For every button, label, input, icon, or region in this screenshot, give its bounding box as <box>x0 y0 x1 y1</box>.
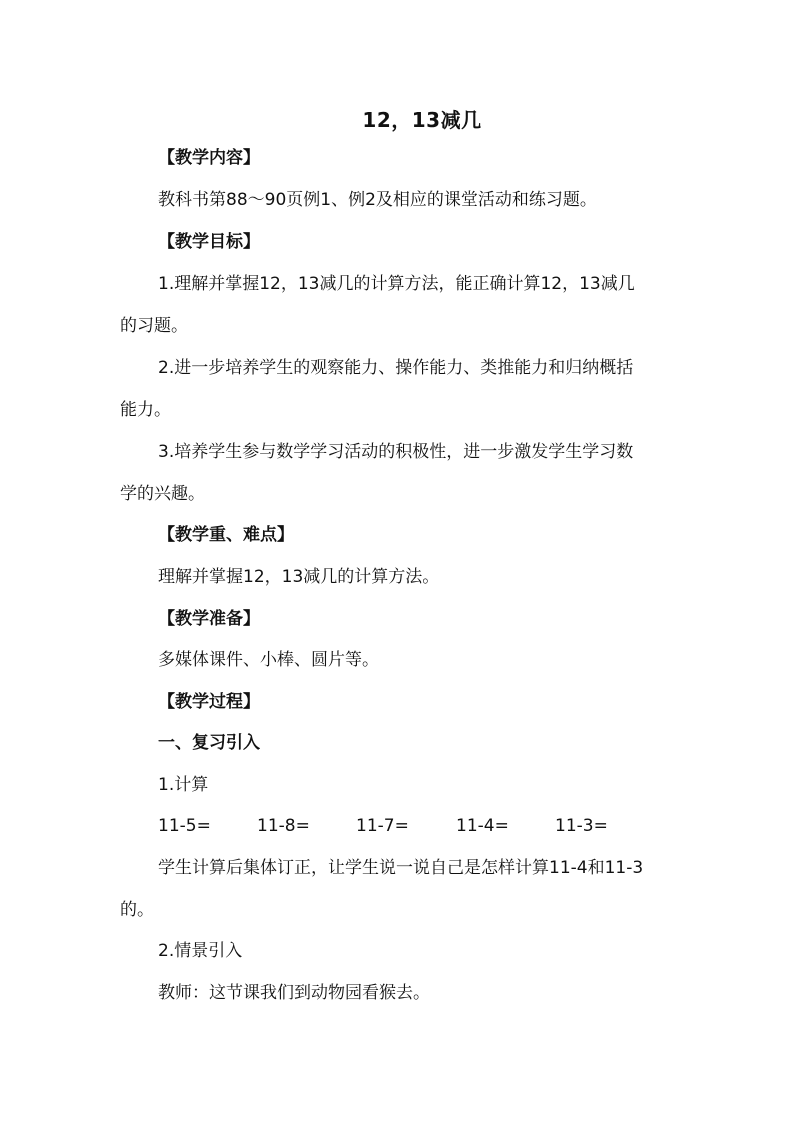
goal-3-line-1: 3.培养学生参与数学学习活动的积极性，进一步激发学生学习数 <box>158 442 634 462</box>
part-1-heading: 一、复习引入 <box>158 733 260 753</box>
section-heading-content: 【教学内容】 <box>158 148 260 168</box>
calc-item: 11-7= <box>356 816 409 836</box>
teacher-text: 教师：这节课我们到动物园看猴去。 <box>158 983 430 1003</box>
goal-1-line-1: 1.理解并掌握12，13减几的计算方法，能正确计算12，13减几 <box>158 274 635 294</box>
section-heading-process: 【教学过程】 <box>158 692 260 712</box>
goal-3-line-2: 学的兴趣。 <box>120 484 205 504</box>
goal-1-line-2: 的习题。 <box>120 316 188 336</box>
calc-item: 11-8= <box>257 816 310 836</box>
goal-2-line-2: 能力。 <box>120 400 171 420</box>
calc-note-line-2: 的。 <box>120 900 154 920</box>
calc-note-line-1: 学生计算后集体订正，让学生说一说自己是怎样计算11-4和11-3 <box>158 858 644 878</box>
page-title: 12，13减几 <box>362 108 482 132</box>
key-points-text: 理解并掌握12，13减几的计算方法。 <box>158 567 440 587</box>
section-heading-preparation: 【教学准备】 <box>158 609 260 629</box>
section-heading-goals: 【教学目标】 <box>158 232 260 252</box>
calc-item: 11-3= <box>555 816 608 836</box>
calc-item: 11-5= <box>158 816 211 836</box>
calc-label: 1.计算 <box>158 775 209 795</box>
goal-2-line-1: 2.进一步培养学生的观察能力、操作能力、类推能力和归纳概括 <box>158 358 634 378</box>
calc-item: 11-4= <box>456 816 509 836</box>
scene-label: 2.情景引入 <box>158 941 243 961</box>
preparation-text: 多媒体课件、小棒、圆片等。 <box>158 650 379 670</box>
section-heading-key-points: 【教学重、难点】 <box>158 525 294 545</box>
content-text: 教科书第88～90页例1、例2及相应的课堂活动和练习题。 <box>158 190 597 210</box>
